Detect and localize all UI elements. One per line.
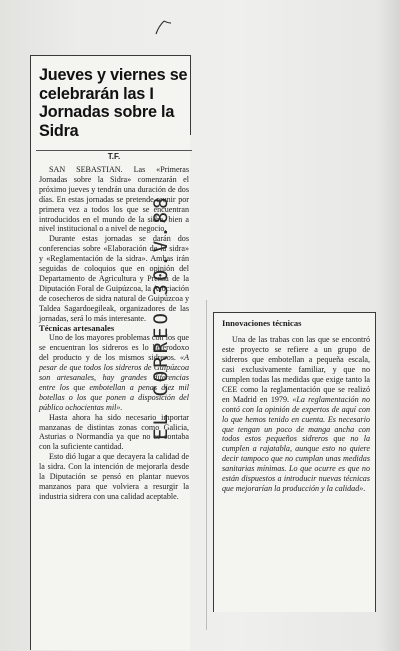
- paragraph-quote: «La reglamentación no contó con la opinión de expertos de aquí con lo que hemos tenido en cuenta. Es necesario que tengan un poco de manga ancha con todos estos pequeños sidreros que no la cumplen a rajatabla, aunque esto no quiere decir tampoco que no cumplan unas medidas sanitarias mínimas. Lo que ocurre es que no están dispuestos a introducir nuevas técnicas que mejorarían la producción y la calidad».: [222, 394, 370, 494]
- clipping-border-right: [190, 55, 191, 135]
- page-edge-shadow: [378, 0, 400, 651]
- article-headline: Jueves y viernes se celebrarán las I Jornadas sobre la Sidra: [39, 66, 188, 140]
- paragraph-quote: «A pesar de que todos los sidreros de Guipúzcoa son artesanales, hay grandes diferencias entre los que embotellan a penas diez mil botellas o los que ponen a disposición del público ochocientas mil».: [39, 353, 190, 412]
- clipping-border-left: [30, 55, 31, 650]
- clipping-border-top: [30, 55, 190, 56]
- paragraph: Esto dió lugar a que decayera la calidad de la sidra. Con la intención de mejorarla desde la Diputación se pensó en plantar nuevos manzanos para que volviera a resurgir la industria sidrera con una calidad aceptable.: [39, 452, 189, 501]
- paragraph: SAN SEBASTIAN. Las «Primeras Jornadas sobre la Sidra» comenzarán el próximo jueves y tendrán una duración de dos días. En estas jornadas se pretende reunir por primera vez a todos los que se encuentran introducidos en el mundo de la sidra, bien a nivel institucional o a nivel de negocio.: [39, 165, 189, 234]
- paragraph: Durante estas jornadas se darán dos conferencias sobre «Elaboración de la sidra» y «Reglamentación de la sidra». Ambas irán seguidas de coloquios que en opinión del Departamento de Agricultura y Prensa de la Diputación Foral de Guipúzcoa, la Asociación de cosecheros de sidra natural de Guipúzcoa y Taldea Sagardoegileak, organizadores de las jornadas, será lo más interesante.: [39, 234, 189, 323]
- paragraph-text: Uno de los mayores problemas con los que se encuentran los sidreros es lo heterodoxo del producto y de los mismos sidreros.: [39, 333, 189, 363]
- byline-rule: [36, 150, 192, 151]
- article-byline: T.F.: [107, 152, 121, 161]
- clipping2-border-right: [375, 312, 376, 612]
- section-subhead: Técnicas artesanales: [39, 322, 115, 333]
- clipping2-border-top: [213, 312, 375, 313]
- paragraph: [222, 335, 370, 494]
- handwritten-source-note: EL CORREO 30.V.88: [150, 194, 172, 440]
- clipping2-border-left: [213, 312, 214, 612]
- pen-mark-icon: [152, 18, 174, 38]
- paragraph: Hasta ahora ha sido necesario importar manzanas de distintas zonas como Galicia, Asturias o Normandía ya que no se contaba con la suficiente cantidad.: [39, 412, 189, 452]
- column-gap-shadow: [206, 300, 207, 630]
- section-subhead: Innovaciones técnicas: [222, 318, 302, 328]
- paragraph-text: Una de las trabas con las que se encontró este proyecto se refiere a un grupo de sidreros que embotellan a pequeña escala, casi exclusivamente familiar, y que no cumplen todas las medidas que exige tanto la CEE como la reglamentación que se realizó en Madrid en 1979.: [222, 334, 370, 404]
- article-column-2: [222, 319, 370, 494]
